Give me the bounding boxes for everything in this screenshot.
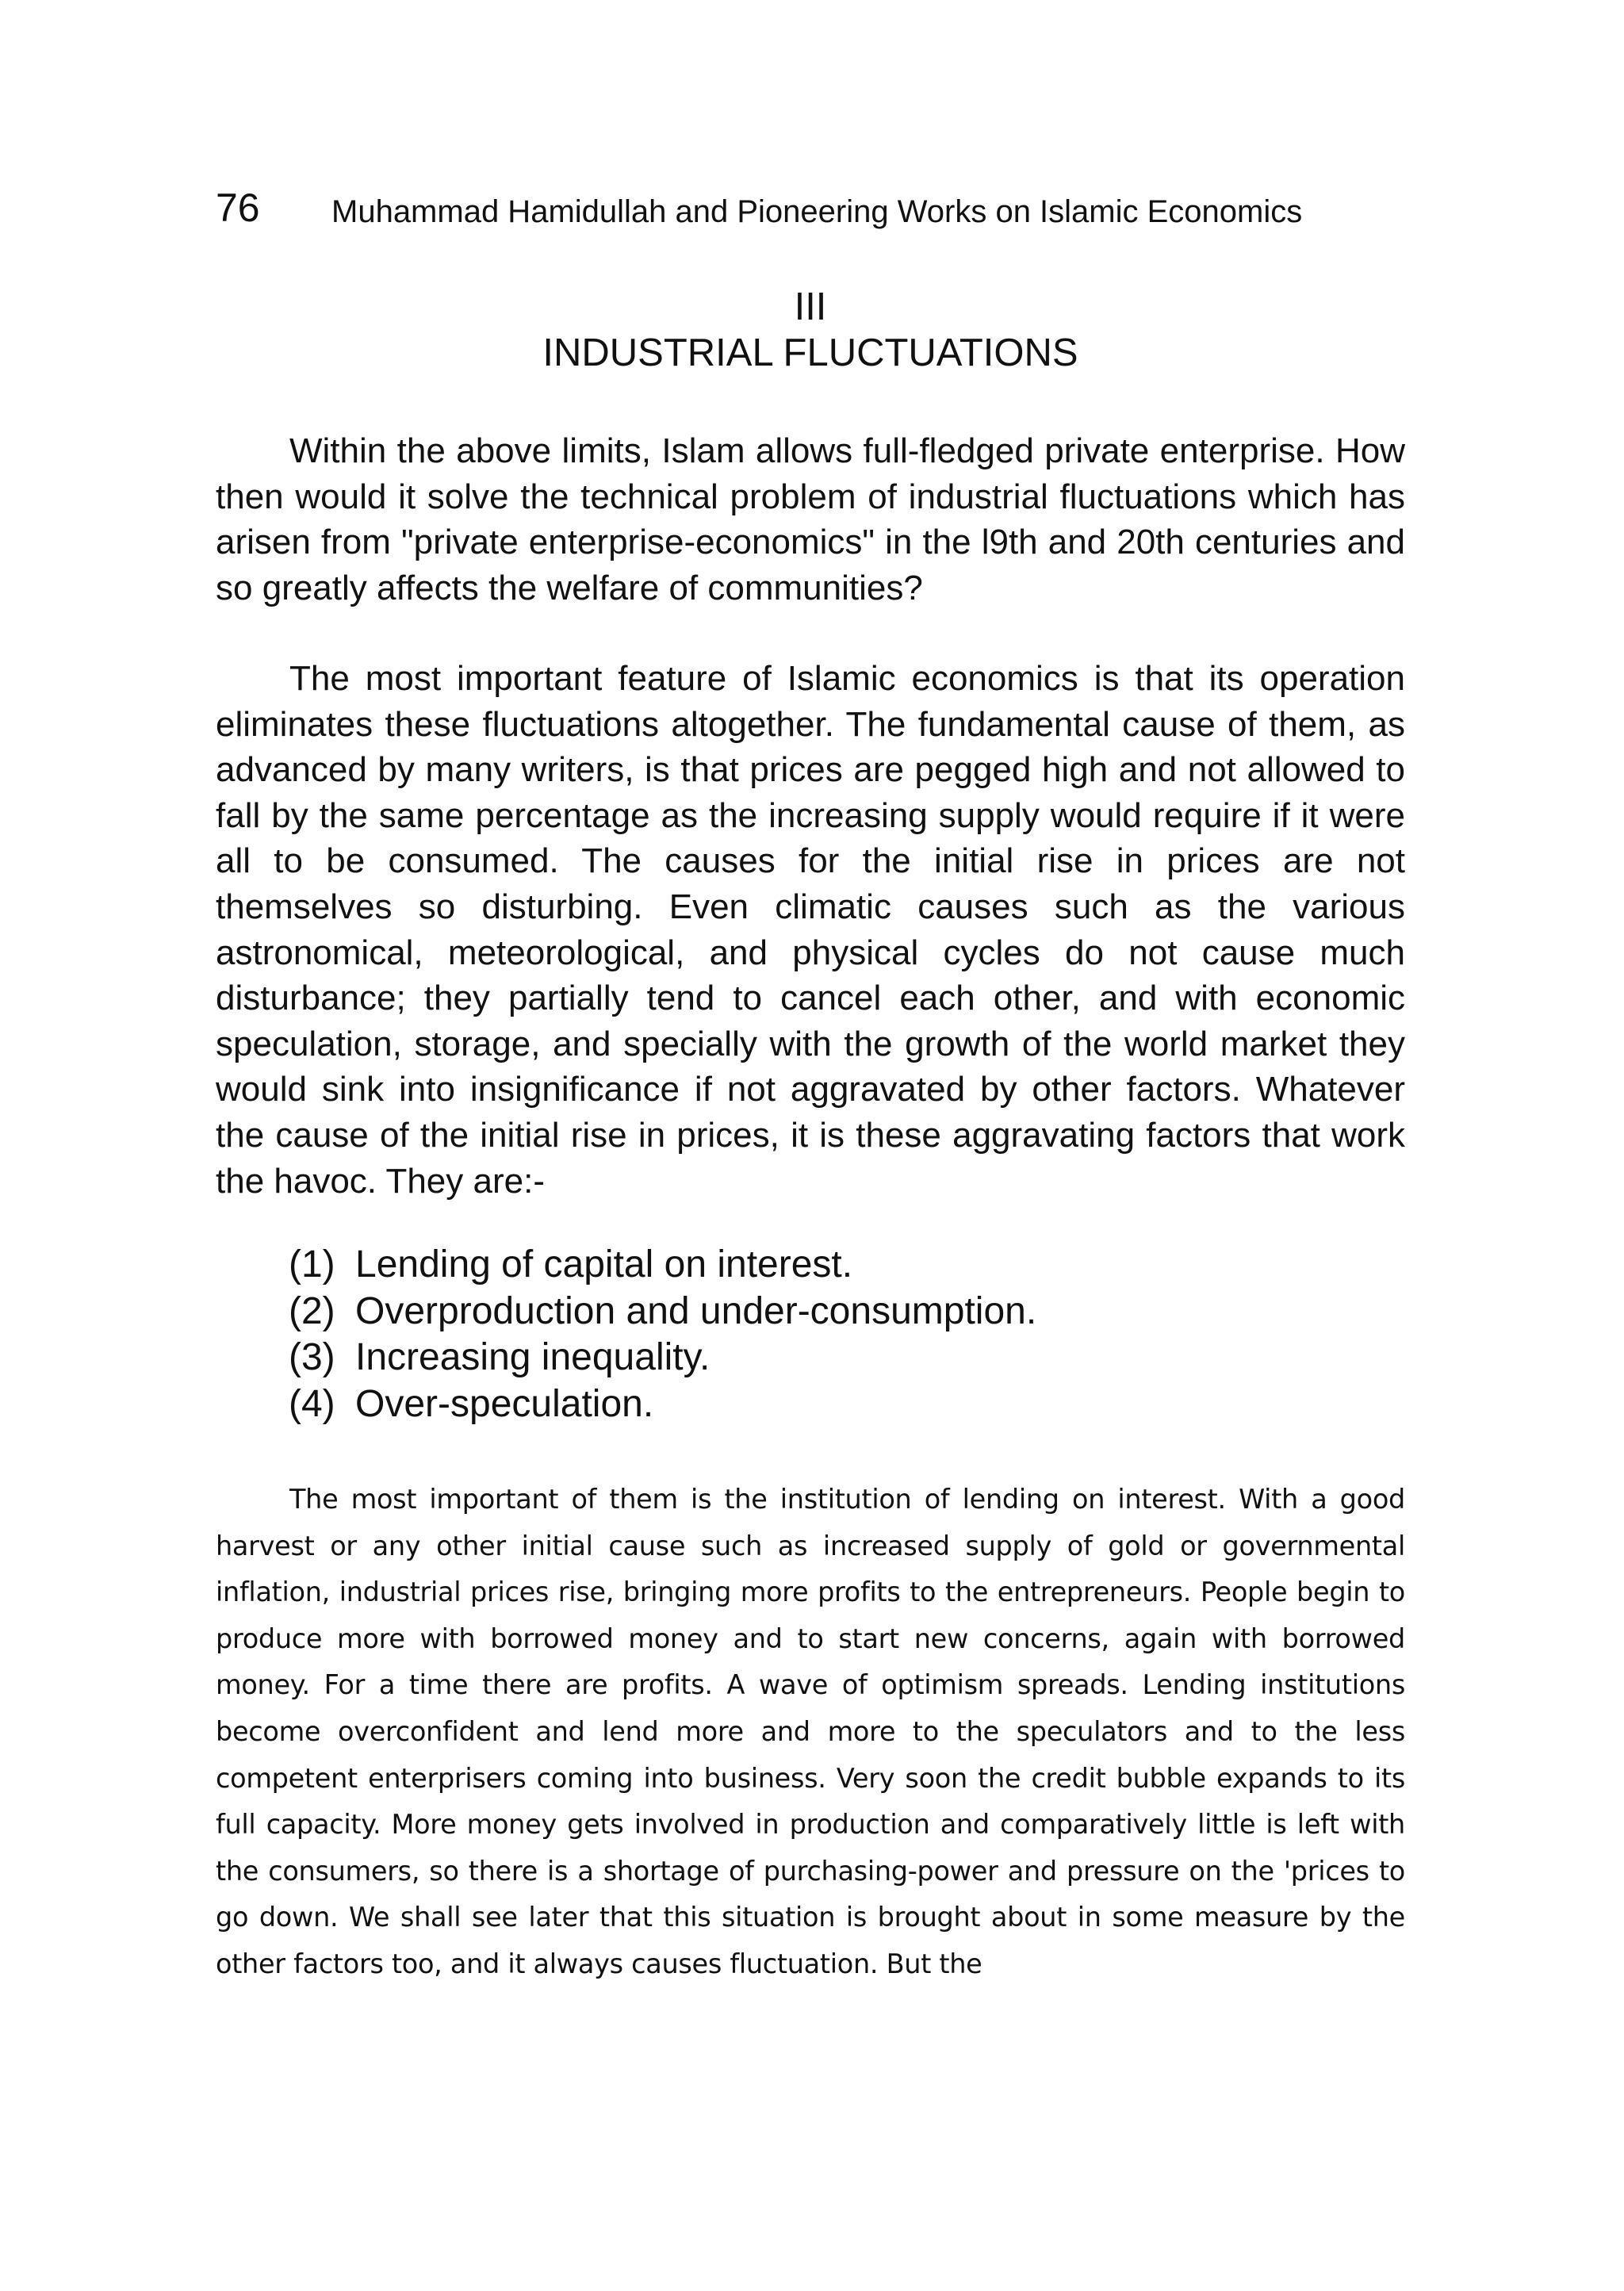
list-item-text: Lending of capital on interest. — [355, 1243, 853, 1285]
body-paragraph: The most important of them is the institution of lending on interest. With a good harvest or any other initial cause such as increased supply of gold or governmental inflation, industrial prices rise, bringing more profits to the entrepreneurs. People begin to produce more with borrowed money and to start new concerns, again with borrowed money. For a time there are profits. A wave of optimism spreads. Lending institutions become overconfident and lend more and more to the speculators and to the less competent enterprisers coming into business. Very soon the credit bubble expands to its full capacity. More money gets involved in production and comparatively little is left with the consumers, so there is a shortage of purchasing-power and pressure on the 'prices to go down. We shall see later that this situation is brought about in some measure by the other factors too, and it always causes fluctuation. But the — [216, 1484, 1405, 1979]
list-item — [289, 1289, 1036, 1335]
body-paragraph: Within the above limits, Islam allows full-fledged private enterprise. How then would it solve the technical problem of industrial fluctuations which has arisen from "private enterprise-economics" in the l9th and 20th centuries and so greatly affects the welfare of communities? — [216, 431, 1405, 607]
chapter-heading — [216, 284, 1405, 376]
running-title: Muhammad Hamidullah and Pioneering Works on Islamic Economics — [331, 194, 1303, 229]
list-item-number: (4) — [289, 1382, 335, 1425]
list-item — [289, 1335, 1036, 1381]
chapter-number: III — [794, 285, 827, 328]
list-item-number: (2) — [289, 1289, 335, 1332]
list-item-text: Over-speculation. — [355, 1382, 654, 1425]
list-item — [289, 1242, 1036, 1289]
list-item-number: (1) — [289, 1243, 335, 1285]
list-item-text: Overproduction and under-consumption. — [355, 1289, 1037, 1332]
chapter-title: INDUSTRIAL FLUCTUATIONS — [542, 331, 1078, 374]
list-item-number: (3) — [289, 1336, 335, 1378]
page-number: 76 — [216, 186, 260, 230]
aggravating-factors-list — [289, 1242, 1036, 1427]
list-item-text: Increasing inequality. — [355, 1336, 710, 1378]
list-item — [289, 1381, 1036, 1428]
body-paragraph: The most important feature of Islamic economics is that its operation eliminates these fluctuations altogether. The fundamental cause of them, as advanced by many writers, is that prices are pegged high and not allowed to fall by the same percentage as the increasing supply would require if it were all to be consumed. The causes for the initial rise in prices are not themselves so disturbing. Even climatic causes such as the various astronomical, meteorological, and physical cycles do not cause much disturbance; they partially tend to cancel each other, and with economic speculation, storage, and specially with the growth of the world market they would sink into insignificance if not aggravated by other factors. Whatever the cause of the initial rise in prices, it is these aggravating factors that work the havoc. They are:- — [216, 659, 1405, 1201]
